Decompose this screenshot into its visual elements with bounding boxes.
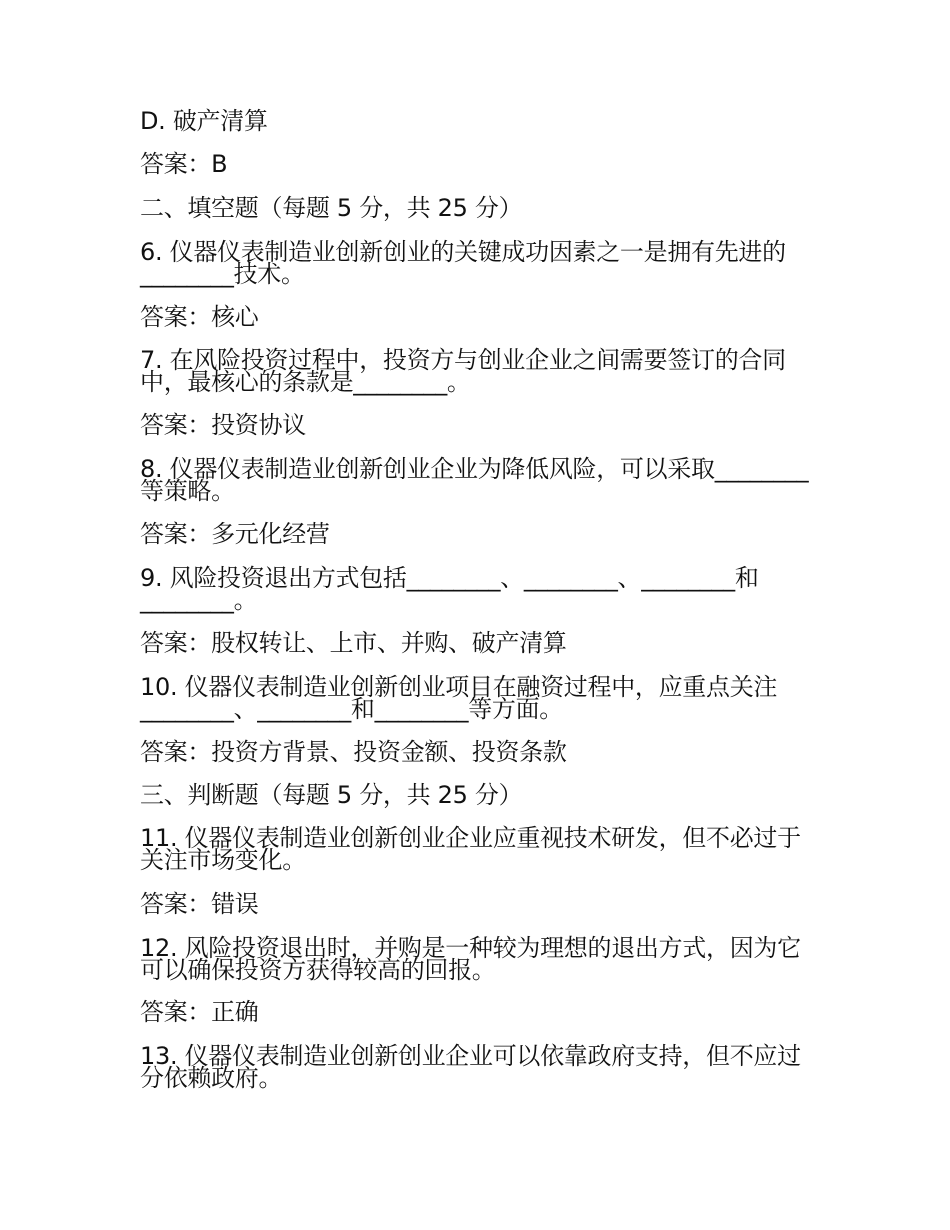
answer-6: 答案：核心 [140, 303, 259, 331]
section-heading-true-false: 三、判断题（每题 5 分，共 25 分） [140, 781, 523, 809]
question-11: 11. 仪器仪表制造业创新创业企业应重视技术研发，但不必过于关注市场变化。 [140, 824, 801, 874]
answer-7: 答案：投资协议 [140, 411, 306, 439]
answer-9: 答案：股权转让、上市、并购、破产清算 [140, 629, 567, 657]
answer-5: 答案：B [140, 150, 228, 178]
section-heading-fill-in: 二、填空题（每题 5 分，共 25 分） [140, 194, 523, 222]
question-7: 7. 在风险投资过程中，投资方与创业企业之间需要签订的合同中，最核心的条款是________。 [140, 346, 786, 396]
option-d: D. 破产清算 [140, 107, 268, 135]
question-6: 6. 仪器仪表制造业创新创业的关键成功因素之一是拥有先进的________技术。 [140, 238, 786, 288]
question-8: 8. 仪器仪表制造业创新创业企业为降低风险，可以采取________等策略。 [140, 455, 809, 505]
answer-12: 答案：正确 [140, 998, 259, 1026]
answer-10: 答案：投资方背景、投资金额、投资条款 [140, 738, 567, 766]
question-9: 9. 风险投资退出方式包括________、________、________和________。 [140, 564, 759, 614]
answer-8: 答案：多元化经营 [140, 520, 330, 548]
question-13: 13. 仪器仪表制造业创新创业企业可以依靠政府支持，但不应过分依赖政府。 [140, 1042, 801, 1092]
question-12: 12. 风险投资退出时，并购是一种较为理想的退出方式，因为它可以确保投资方获得较高的回报。 [140, 934, 801, 984]
answer-11: 答案：错误 [140, 890, 259, 918]
question-10: 10. 仪器仪表制造业创新创业项目在融资过程中，应重点关注________、________和________等方面。 [140, 673, 778, 723]
